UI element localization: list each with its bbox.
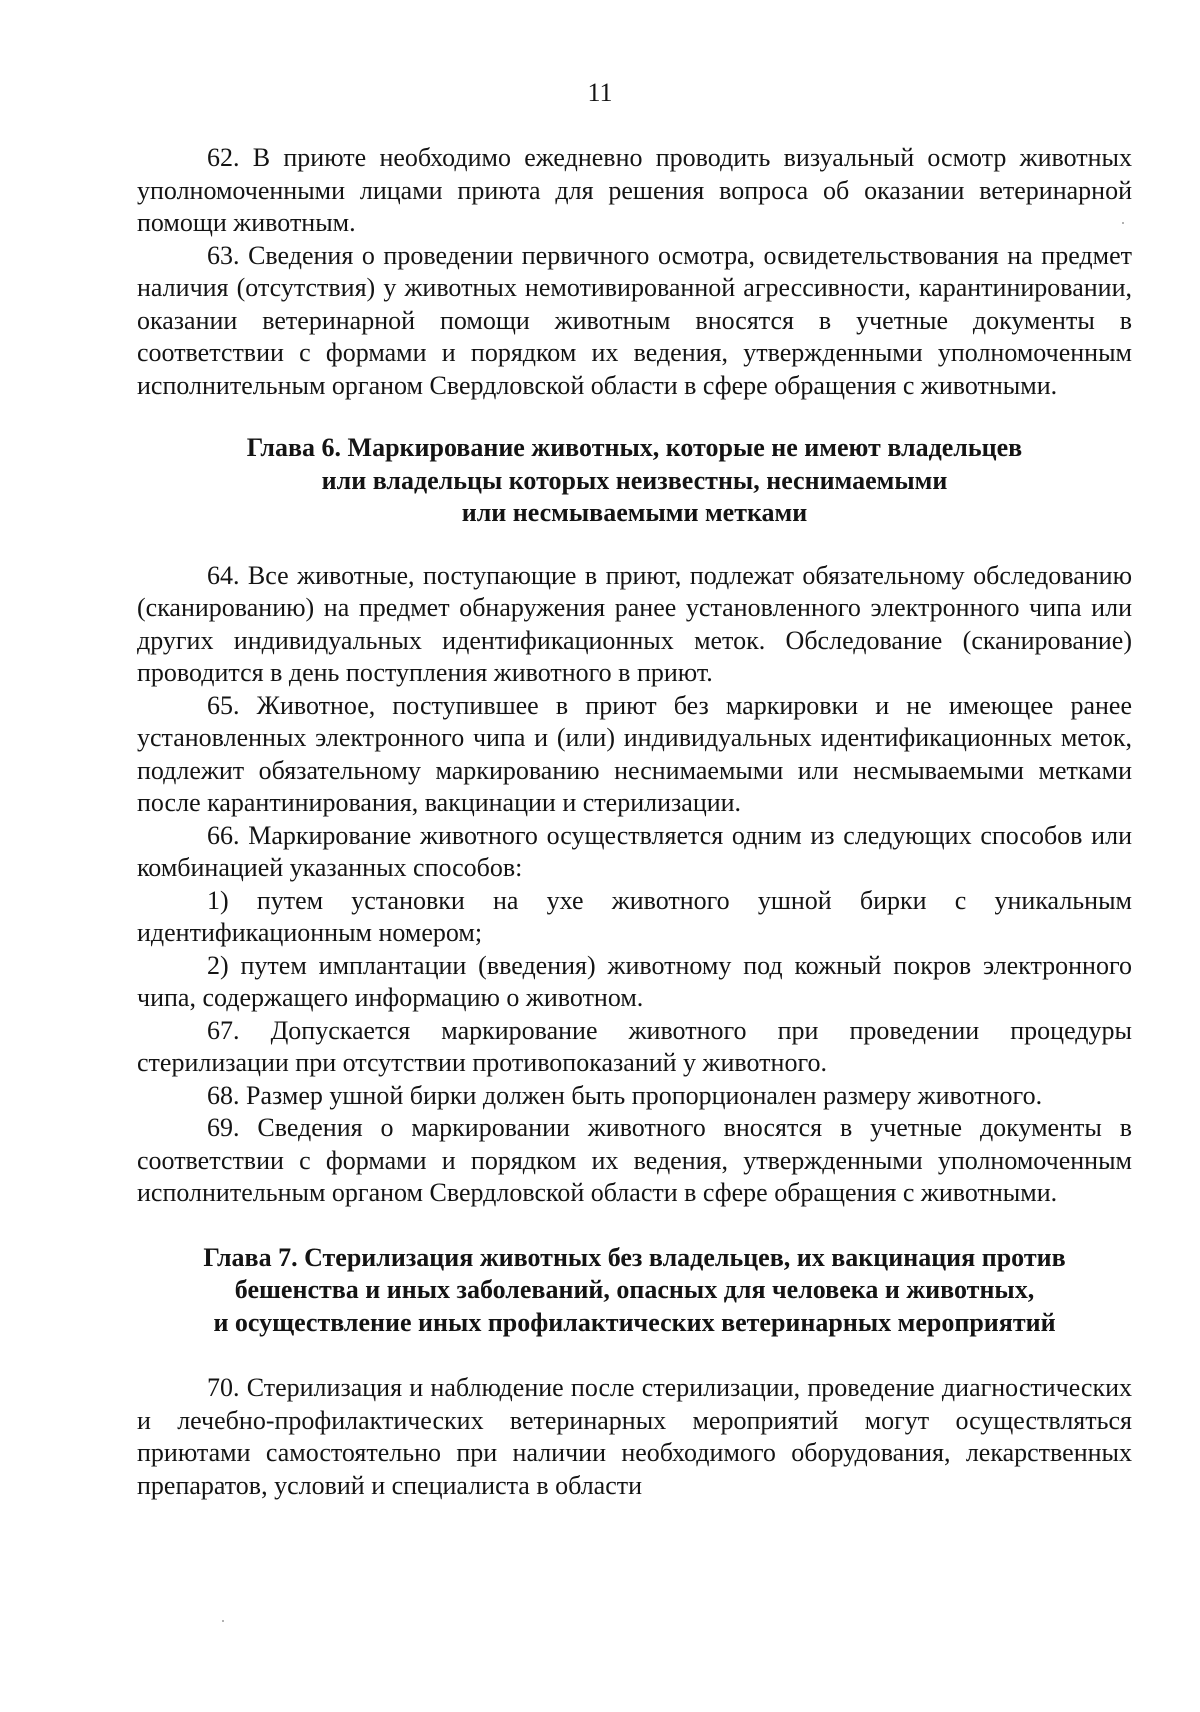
paragraph-65: 65. Животное, поступившее в приют без маркировки и не имеющее ранее установленных электронного чипа и (или) индивидуальных идентификационных меток, подлежит обязательному маркированию неснимаемыми или несмываемыми метками после карантинирования, вакцинации и стерилизации. [137,690,1132,817]
chapter-7-heading [137,1242,1132,1340]
paragraph-62: 62. В приюте необходимо ежедневно проводить визуальный осмотр животных уполномоченными лицами приюта для решения вопроса об оказании ветеринарной помощи животным. [137,143,1132,237]
page-number: 11 [587,78,613,107]
paragraph-66-item-2: 2) путем имплантации (введения) животному под кожный покров электронного чипа, содержащего информацию о животном. [137,950,1132,1012]
paragraph-69: 69. Сведения о маркировании животного вносятся в учетные документы в соответствии с формами и порядком их ведения, утвержденными уполномоченным исполнительным органом Свердловской области в сфере обращения с животными. [137,1113,1132,1207]
chapter-6-heading [137,432,1132,530]
paragraph-63: 63. Сведения о проведении первичного осмотра, освидетельствования на предмет наличия (отсутствия) у животных немотивированной агрессивности, карантинировании, оказании ветеринарной помощи животным вносятся в учетные документы в соответствии с формами и порядком их ведения, утвержденными уполномоченным исполнительным органом Свердловской области в сфере обращения с животными. [137,240,1132,400]
chapter-7-heading-line-3: и осуществление иных профилактических ветеринарных мероприятий [213,1307,1056,1337]
paragraph-68: 68. Размер ушной бирки должен быть пропорционален размеру животного. [207,1080,1043,1110]
scan-speck [222,1620,224,1622]
paragraph-66-item-1: 1) путем установки на ухе животного ушной бирки с уникальным идентификационным номером; [137,885,1132,947]
scan-speck [1122,222,1124,224]
paragraph-70: 70. Стерилизация и наблюдение после стерилизации, проведение диагностических и лечебно-профилактических ветеринарных мероприятий могут осуществляться приютами самостоятельно при наличии необходимого оборудования, лекарственных препаратов, условий и специалиста в области [137,1373,1132,1500]
chapter-6-heading-line-2: или владельцы которых неизвестны, неснимаемыми [321,465,948,495]
paragraph-64: 64. Все животные, поступающие в приют, подлежат обязательному обследованию (сканированию) на предмет обнаружения ранее установленного электронного чипа или других индивидуальных идентификационных меток. Обследование (сканирование) проводится в день поступления животного в приют. [137,560,1132,687]
chapter-7-heading-line-2: бешенства и иных заболеваний, опасных для человека и животных, [234,1275,1035,1304]
paragraph-66: 66. Маркирование животного осуществляется одним из следующих способов или комбинацией указанных способов: [137,820,1132,882]
chapter-6-heading-line-3: или несмываемыми метками [461,498,808,527]
document-body [137,142,1132,1502]
paragraph-67: 67. Допускается маркирование животного при проведении процедуры стерилизации при отсутствии противопоказаний у животного. [137,1015,1132,1077]
chapter-6-heading-line-1: Глава 6. Маркирование животных, которые не имеют владельцев [246,433,1023,462]
chapter-7-heading-line-1: Глава 7. Стерилизация животных без владельцев, их вакцинация против [203,1242,1066,1272]
